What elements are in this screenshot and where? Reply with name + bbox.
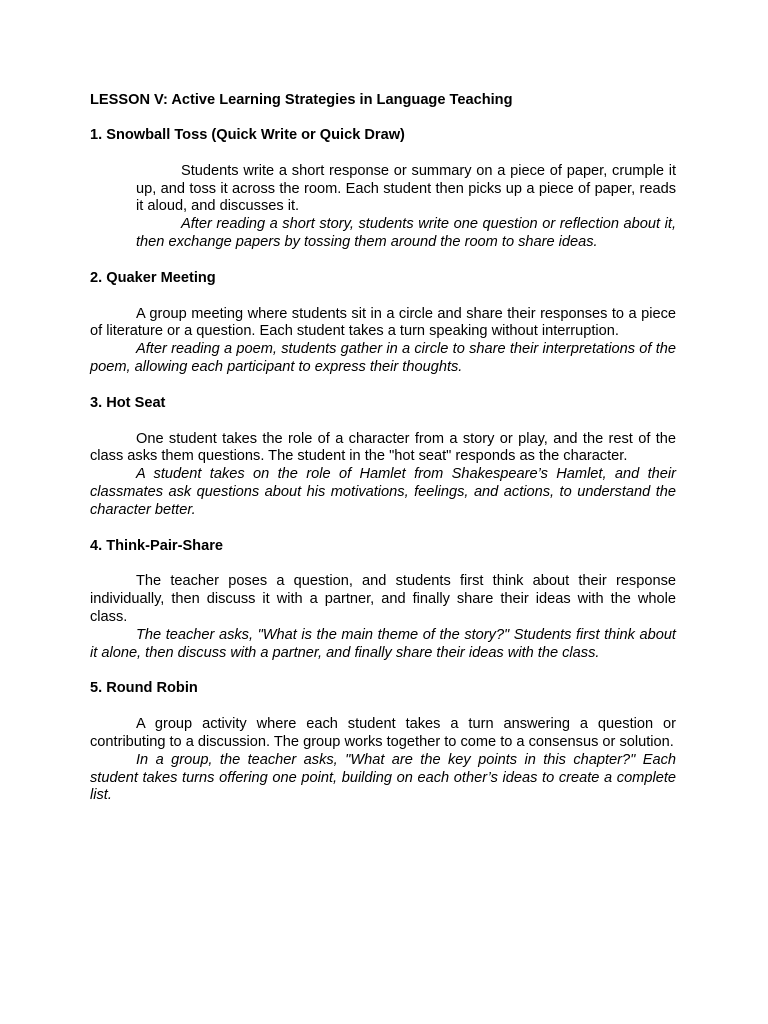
section-example: A student takes on the role of Hamlet from Shakespeare’s Hamlet, and their classmates ask questions about his motivations, feelings, and actions, to understand the character better. [90, 466, 676, 518]
section-heading-quaker-meeting: 2. Quaker Meeting [90, 269, 216, 286]
section-heading-think-pair-share: 4. Think-Pair-Share [90, 537, 224, 554]
lesson-title: LESSON V: Active Learning Strategies in Language Teaching [90, 92, 513, 108]
section-heading-round-robin: 5. Round Robin [90, 680, 198, 697]
document-page [90, 92, 676, 805]
section-example: In a group, the teacher asks, "What are the key points in this chapter?" Each student takes turns offering one point, building on each other’s ideas to create a complete list. [90, 751, 676, 804]
section-description: A group meeting where students sit in a circle and share their responses to a piece of literature or a question. Each student takes a turn speaking without interruption. [90, 305, 676, 340]
section-body-think-pair-share [90, 573, 676, 662]
section-example: The teacher asks, "What is the main theme of the story?" Students first think about it alone, then discuss with a partner, and finally share their ideas with the class. [90, 626, 676, 661]
section-example: After reading a poem, students gather in a circle to share their interpretations of the poem, allowing each participant to express their thoughts. [90, 341, 676, 375]
section-description: The teacher poses a question, and students first think about their response individually, then discuss it with a partner, and finally share their ideas with the whole class. [90, 573, 676, 625]
section-heading-snowball-toss: 1. Snowball Toss (Quick Write or Quick Draw) [90, 127, 405, 143]
section-body-quaker-meeting [90, 306, 676, 377]
section-description: One student takes the role of a character from a story or play, and the rest of the class asks them questions. The student in the "hot seat" responds as the character. [90, 430, 676, 465]
section-example: After reading a short story, students write one question or reflection about it, then exchange papers by tossing them around the room to share ideas. [136, 216, 676, 250]
section-body-round-robin [90, 716, 676, 805]
section-description: A group activity where each student takes a turn answering a question or contributing to a discussion. The group works together to come to a consensus or solution. [90, 716, 676, 750]
section-body-snowball-toss [136, 163, 676, 252]
section-description: Students write a short response or summary on a piece of paper, crumple it up, and toss it across the room. Each student then picks up a piece of paper, reads it aloud, and discusses it. [136, 162, 676, 215]
section-body-hot-seat [90, 431, 676, 520]
section-heading-hot-seat: 3. Hot Seat [90, 394, 166, 411]
